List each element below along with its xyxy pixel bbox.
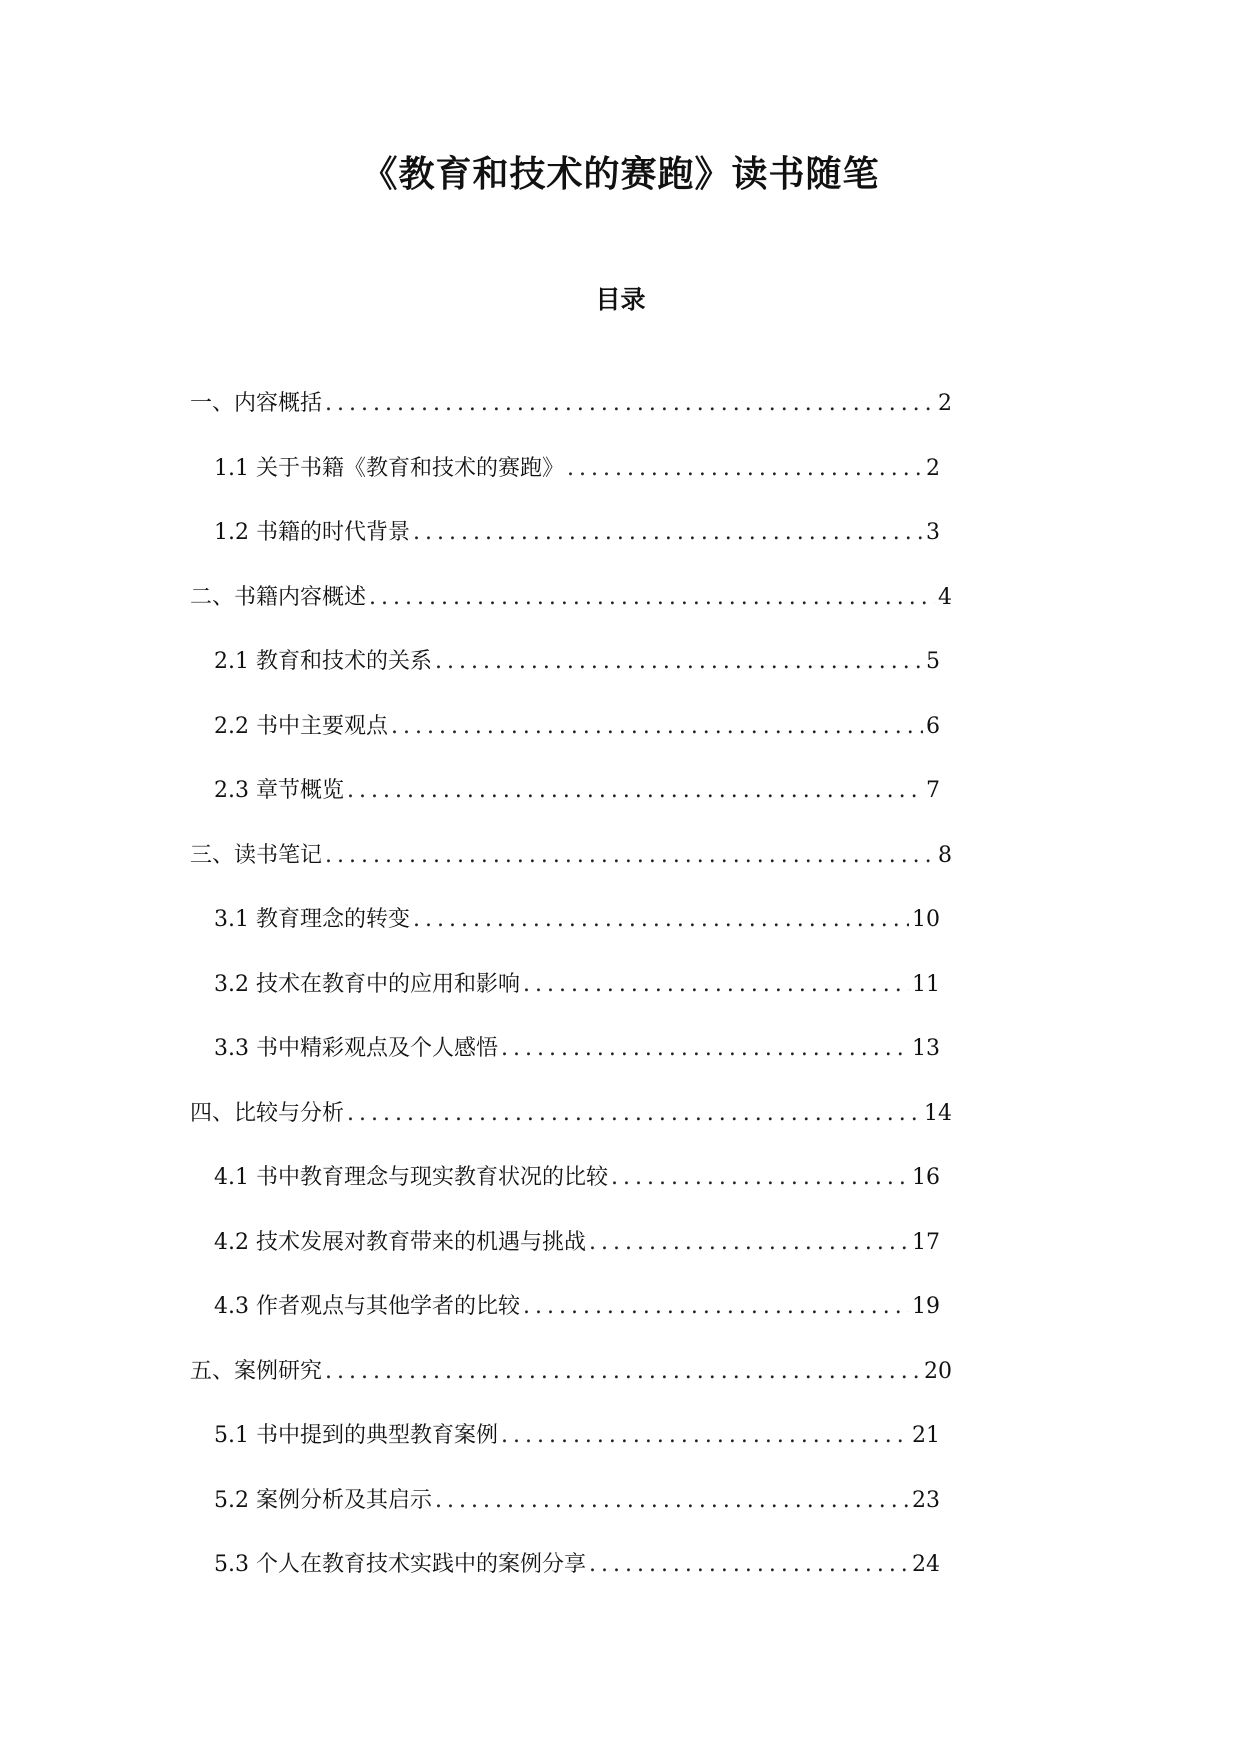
toc-dot-leader [369,578,935,618]
toc-dot-leader [567,449,923,489]
toc-page-number: 16 [912,1165,940,1190]
toc-dot-leader [435,642,923,682]
toc-page-number: 14 [924,1100,952,1126]
toc-page-number: 6 [926,713,940,739]
toc-dot-leader [501,1029,909,1069]
toc-entry-label: 二、书籍内容概述 [190,584,367,610]
toc-dot-leader [347,771,923,811]
toc-subsection-entry[interactable] [214,642,940,682]
toc-entry-label: 3.1 教育理念的转变 [214,907,410,932]
toc-page-number: 3 [926,520,940,545]
toc-entry-label: 4.1 书中教育理念与现实教育状况的比较 [214,1165,608,1190]
toc-section-entry[interactable] [190,578,952,618]
toc-page-number: 23 [912,1487,940,1513]
toc-entry-label: 一、内容概括 [190,391,323,416]
toc-dot-leader [325,836,935,876]
toc-dot-leader [589,1223,909,1263]
toc-subsection-entry[interactable] [214,1287,940,1327]
toc-entry-label: 5.3 个人在教育技术实践中的案例分享 [214,1552,586,1577]
toc-subsection-entry[interactable] [214,1481,940,1521]
toc-page-number: 21 [912,1423,940,1448]
toc-entry-label: 5.1 书中提到的典型教育案例 [214,1423,498,1448]
toc-entry-label: 2.1 教育和技术的关系 [214,649,432,674]
toc-section-entry[interactable] [190,1352,952,1392]
toc-subsection-entry[interactable] [214,771,940,811]
toc-subsection-entry[interactable] [214,1416,940,1456]
toc-page-number: 10 [912,907,940,932]
toc-subsection-entry[interactable] [214,707,940,747]
toc-entry-label: 五、案例研究 [190,1358,323,1384]
toc-dot-leader [325,1352,921,1392]
toc-page-number: 24 [912,1552,940,1577]
toc-page-number: 20 [924,1358,952,1384]
toc-entry-label: 2.3 章节概览 [214,778,344,803]
toc-subsection-entry[interactable] [214,513,940,553]
document-title: 《教育和技术的赛跑》读书随笔 [361,154,880,195]
toc-heading: 目录 [595,285,646,314]
toc-entry-label: 2.2 书中主要观点 [214,713,388,739]
toc-entry-label: 1.2 书籍的时代背景 [214,520,410,545]
toc-section-entry[interactable] [190,1094,952,1134]
toc-page-number: 5 [926,649,940,674]
toc-dot-leader [589,1545,909,1585]
toc-page-number: 13 [912,1036,940,1061]
toc-page-number: 17 [912,1229,940,1255]
toc-page-number: 8 [938,842,952,868]
toc-dot-leader [391,707,923,747]
toc-entry-label: 1.1 关于书籍《教育和技术的赛跑》 [214,455,564,481]
toc-entry-label: 4.2 技术发展对教育带来的机遇与挑战 [214,1229,586,1255]
toc-page-number: 19 [912,1294,940,1319]
toc-entry-label: 四、比较与分析 [190,1100,345,1126]
toc-dot-leader [347,1094,921,1134]
toc-page-number: 2 [926,455,940,481]
toc-subsection-entry[interactable] [214,1545,940,1585]
toc-entry-label: 3.3 书中精彩观点及个人感悟 [214,1036,498,1061]
toc-page-number: 11 [912,971,940,997]
toc-entry-label: 5.2 案例分析及其启示 [214,1487,432,1513]
toc-subsection-entry[interactable] [214,1029,940,1069]
toc-subsection-entry[interactable] [214,1158,940,1198]
toc-subsection-entry[interactable] [214,900,940,940]
toc-section-entry[interactable] [190,836,952,876]
toc-dot-leader [413,513,923,553]
toc-dot-leader [523,1287,909,1327]
toc-dot-leader [435,1481,909,1521]
toc-subsection-entry[interactable] [214,449,940,489]
toc-page-number: 4 [938,584,952,610]
toc-dot-leader [523,965,909,1005]
toc-dot-leader [413,900,909,940]
toc-entry-label: 三、读书笔记 [190,842,323,868]
toc-dot-leader [611,1158,909,1198]
toc-page-number: 2 [938,391,952,416]
toc-subsection-entry[interactable] [214,965,940,1005]
toc-subsection-entry[interactable] [214,1223,940,1263]
toc-dot-leader [501,1416,909,1456]
toc-entry-label: 4.3 作者观点与其他学者的比较 [214,1294,520,1319]
toc-dot-leader [325,384,935,424]
toc-section-entry[interactable] [190,384,952,424]
toc-page-number: 7 [926,778,940,803]
toc-entry-label: 3.2 技术在教育中的应用和影响 [214,971,520,997]
